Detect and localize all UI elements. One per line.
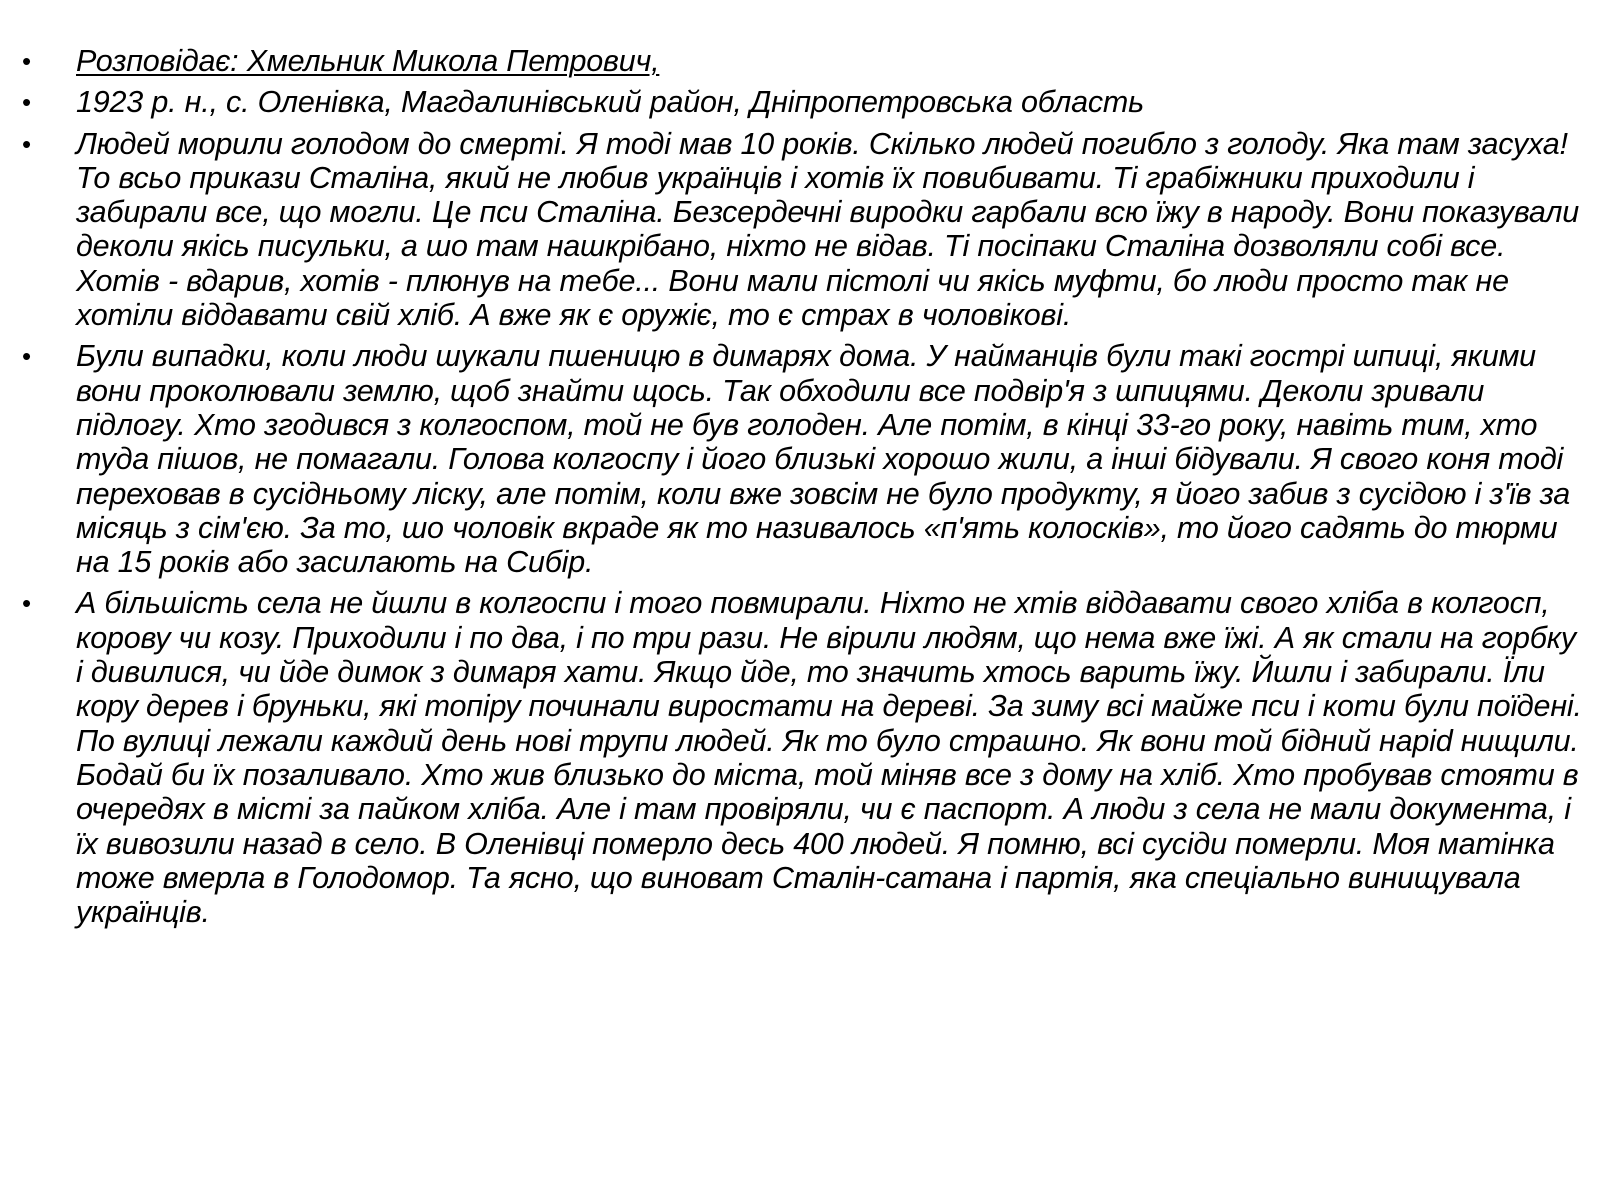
paragraph-text: Людей морили голодом до смерті. Я тоді мав 10 років. Скілько людей погибло з голоду. Яка там засуха! То всьо прикази Сталіна, який не любив українців і хотів їх повибивати. Ті грабіжники приходили і забирали все, що могли. Це пси Сталіна. Безсердечні виродки гарбали всю їжу в народу. Вони показували деколи якісь писульки, а шо там нашкрібано, ніхто не відав. Ті посіпаки Сталіна дозволяли собі все. Хотів - вдарив, хотів - плюнув на тебе... Вони мали пістолі чи якісь муфти, бо люди просто так не хотіли віддавати свій хліб. А вже як є оружіє, то є страх в чоловікові. xyxy=(76,126,1580,333)
narrator-text: Розповідає: Хмельник Микола Петрович, xyxy=(76,44,660,78)
birth-info-text: 1923 р. н., с. Оленівка, Магдалинівський район, Дніпропетровська область xyxy=(76,85,1144,120)
narrator-line xyxy=(22,44,1590,78)
bullet-marker: • xyxy=(22,588,31,619)
bullet-marker: • xyxy=(22,87,31,118)
bullet-marker: • xyxy=(22,341,31,372)
testimony-paragraph xyxy=(22,586,1590,929)
testimony-paragraph xyxy=(22,339,1590,579)
bullet-marker: • xyxy=(22,46,31,76)
birth-info-line xyxy=(22,85,1590,119)
bullet-marker: • xyxy=(22,128,31,159)
paragraph-text: Були випадки, коли люди шукали пшеницю в димарях дома. У найманців були такі гострі шпиці, якими вони проколювали землю, щоб знайти щось. Так обходили все подвір'я з шпицями. Деколи зривали підлогу. Хто згодився з колгоспом, той не був голоден. Але потім, в кінці 33-го року, навіть тим, хто туда пішов, не помагали. Голова колгоспу і його близькі хорошо жили, а інші бідували. Я свого коня тоді переховав в сусідньому ліску, але потім, коли вже зовсім не було продукту, я його забив з сусідою і з'їв за місяць з сім'єю. За то, шо чоловік вкраде як то називалось «п'ять колосків», то його садять до тюрми на 15 років або засилають на Сибір. xyxy=(76,339,1570,580)
testimony-paragraph xyxy=(22,127,1590,333)
bullet-list xyxy=(22,44,1590,936)
paragraph-text: А більшість села не йшли в колгоспи і того повмирали. Ніхто не хтів віддавати свого хліба в колгосп, корову чи козу. Приходили і по два, і по три рази. Не вірили людям, що нема вже їжі. А як стали на горбку і дивилися, чи йде димок з димаря хати. Якщо йде, то значить хтось варить їжу. Йшли і забирали. Їли кору дерев і бруньки, які топіру починали виростати на дереві. За зиму всі майже пси і коти були поїдені. По вулиці лежали каждий день нові трупи людей. Як то було страшно. Як вони той бідний наріd нищили. Бодай би їх позаливало. Хто жив близько до міста, той міняв все з дому на хліб. Хто пробував стояти в очередях в місті за пайком хліба. Але і там провіряли, чи є паспорт. А люди з села не мали документа, і їх вивозили назад в село. В Оленівці померло десь 400 людей. Я помню, всі сусіди померли. Моя матінка тоже вмерла в Голодомор. Та ясно, що виноват Сталін-сатана і партія, яка спеціально винищувала українців. xyxy=(76,586,1582,930)
